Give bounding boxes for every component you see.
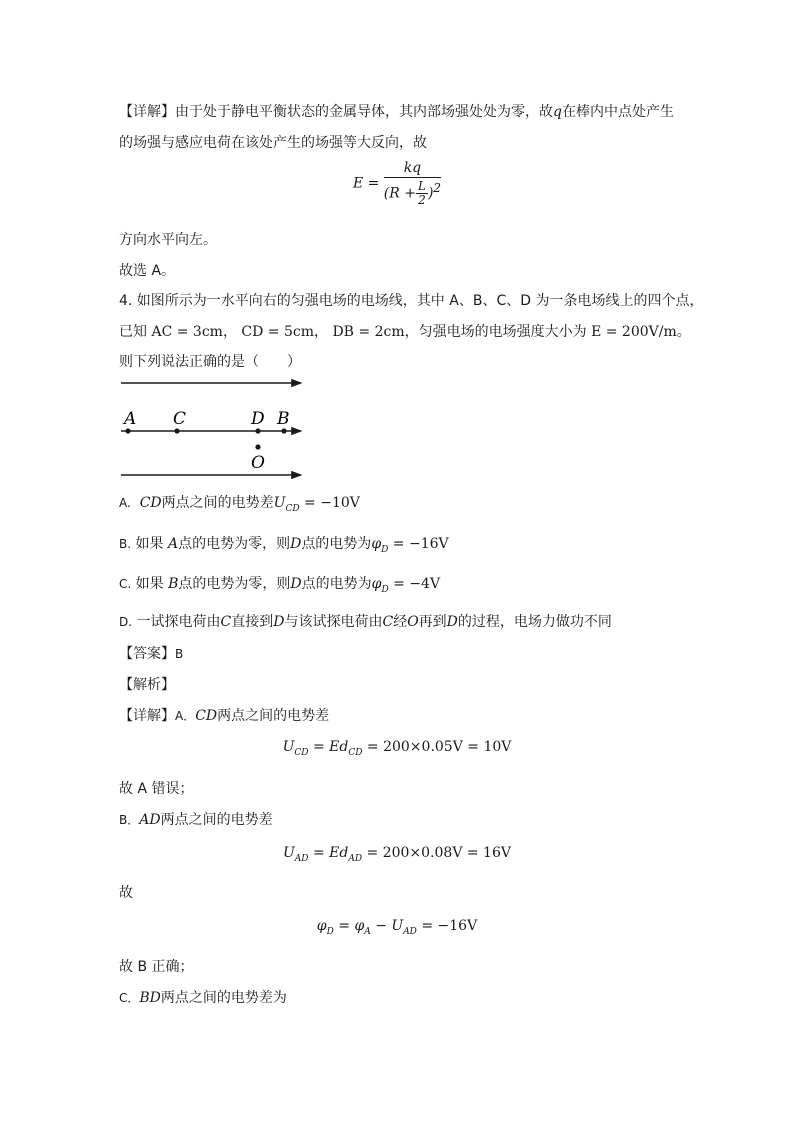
equation-ucd: $U_{CD} = Ed_{CD} = 200\times 0.05V = 10V$	[282, 739, 512, 758]
option-d: D. 一试探电荷由C直接到D与该试探电荷由C经O再到D的过程，电场力做功不同	[119, 614, 612, 630]
option-a: A. CD两点之间的电势差$U_{CD} = -10V$	[119, 495, 360, 514]
direction-text: 方向水平向左。	[119, 232, 217, 248]
question-4-stem-line-1: 4. 如图所示为一水平向右的匀强电场的电场线，其中 A、B、C、D 为一条电场线上的四个点，	[119, 293, 704, 309]
therefore-text: 故	[119, 885, 133, 901]
detail-paragraph-1: 【详解】由于处于静电平衡状态的金属导体，其内部场强处处为零，故q在棒内中点处产生	[119, 104, 674, 120]
point-a-dot	[125, 428, 130, 433]
detail-tag: 【详解】	[119, 104, 175, 120]
equation-uad: $U_{AD} = Ed_{AD} = 200\times 0.08V = 16V$	[282, 845, 511, 864]
point-d-label: D	[251, 409, 265, 429]
option-c: C. 如果 B点的电势为零，则D点的电势为$\varphi_D = -4V$	[119, 576, 441, 595]
result-b-correct: 故 B 正确；	[119, 959, 194, 975]
question-4-stem-line-2: 已知 AC = 3cm， CD = 5cm， DB = 2cm，匀强电场的电场强度大小为 E = 200V/m。	[119, 324, 691, 340]
equation-phi-d: $\varphi_D = \varphi_A - U_{AD} = -16V$	[316, 918, 478, 937]
point-b-dot	[281, 428, 286, 433]
point-c-dot	[174, 428, 179, 433]
choose-answer-text: 故选 A。	[119, 263, 176, 279]
formula-field-strength: E = kq (R + $\frac{L}{2}$ )$^2$	[352, 160, 442, 207]
answer-line: 【答案】B	[119, 646, 184, 662]
detail-c-line: C．BD两点之间的电势差为	[119, 990, 287, 1006]
point-c-label: C	[173, 409, 187, 429]
point-o-label: O	[251, 453, 265, 473]
point-a-label: A	[124, 409, 137, 429]
detail-paragraph-2: 的场强与感应电荷在该处产生的场强等大反向，故	[119, 135, 427, 151]
result-a-wrong: 故 A 错误；	[119, 781, 194, 797]
option-b: B. 如果 A点的电势为零，则D点的电势为$\varphi_D = -16V$	[119, 536, 449, 555]
analysis-heading: 【解析】	[119, 677, 175, 693]
point-b-label: B	[277, 409, 290, 429]
detail-b-line: B．AD两点之间的电势差	[119, 812, 273, 828]
question-4-stem-line-3: 则下列说法正确的是（ ）	[119, 354, 301, 370]
field-line-figure	[115, 372, 315, 484]
point-d-dot	[255, 428, 260, 433]
point-o-dot	[255, 444, 260, 449]
detail-a-line: 【详解】A．CD两点之间的电势差	[119, 708, 330, 724]
